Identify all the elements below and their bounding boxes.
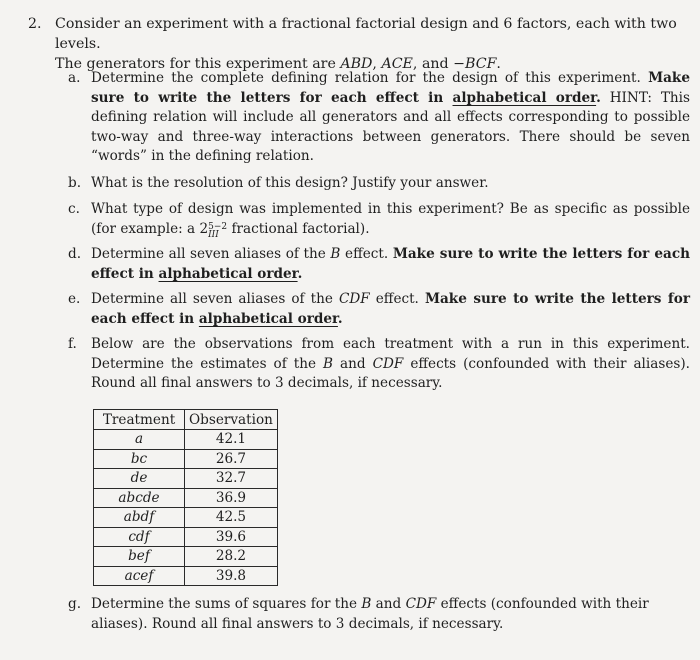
part-label: f. [68, 336, 77, 352]
table-row [94, 488, 278, 508]
part-label: c. [68, 201, 80, 217]
observation-cell: 36.9 [185, 488, 278, 508]
column-header: Treatment [94, 410, 185, 430]
treatment-cell: bef [94, 547, 185, 567]
stem-line2: The generators for this experiment are [55, 56, 341, 72]
table-row [94, 527, 278, 547]
treatment-cell: abdf [94, 508, 185, 528]
observation-cell: 26.7 [185, 449, 278, 469]
generator-1: ABD [340, 56, 373, 72]
observation-cell: 42.1 [185, 430, 278, 450]
table-row [94, 566, 278, 586]
generator-3: −BCF [453, 56, 497, 72]
table-row [94, 469, 278, 489]
part-label: e. [68, 291, 81, 307]
part-b: b. What is the resolution of this design? Justify your answer. [68, 174, 690, 194]
question-2-stem: 2. Consider an experiment with a fractional factorial design and 6 factors, each with two levels. The generators for this experiment are ABD, ACE, and −BCF. [28, 16, 677, 72]
treatment-cell: abcde [94, 488, 185, 508]
observation-cell: 39.8 [185, 566, 278, 586]
part-label: d. [68, 246, 82, 262]
observation-cell: 28.2 [185, 547, 278, 567]
table-row [94, 430, 278, 450]
part-label: b. [68, 175, 82, 191]
part-label: a. [68, 70, 81, 86]
table-row [94, 508, 278, 528]
generator-2: ACE [381, 56, 413, 72]
observation-cell: 32.7 [185, 469, 278, 489]
part-a: a. Determine the complete defining relation for the design of this experiment. Make sure to write the letters for each effect in alphabetical order. HINT: This defining relation will include all generators and all effects corresponding to possible two-way and three-way interactions between generators. There should be seven “words” in the defining relation. [68, 70, 690, 164]
observation-cell: 39.6 [185, 527, 278, 547]
table-header-row [94, 410, 278, 430]
design-subscript: III [208, 229, 219, 240]
question-number: 2. [28, 16, 42, 32]
part-c: c. What type of design was implemented in this experiment? Be as specific as possible (for example: a 2 5−2 III fractional factorial). [68, 201, 690, 240]
treatment-cell: cdf [94, 527, 185, 547]
design-superscript: 5−2 [208, 221, 228, 232]
observations-table [93, 409, 278, 586]
part-g: g. Determine the sums of squares for the B and CDF effects (confounded with their aliases). Round all final answers to 3 decimals, if necessary. [68, 596, 649, 632]
treatment-cell: bc [94, 449, 185, 469]
table-row [94, 547, 278, 567]
treatment-cell: a [94, 430, 185, 450]
treatment-cell: acef [94, 566, 185, 586]
observation-cell: 42.5 [185, 508, 278, 528]
part-e: e. Determine all seven aliases of the CDF effect. Make sure to write the letters for each effect in alphabetical order. [68, 291, 690, 327]
treatment-cell: de [94, 469, 185, 489]
part-f: f. Below are the observations from each treatment with a run in this experiment. Determine the estimates of the B and CDF effects (confounded with their aliases). Round all final answers to 3 decimals, if necessary. [68, 336, 690, 391]
column-header: Observation [185, 410, 278, 430]
part-label: g. [68, 596, 82, 612]
table-row [94, 449, 278, 469]
stem-line1: Consider an experiment with a fractional factorial design and 6 factors, each with two levels. [55, 16, 677, 52]
part-d: d. Determine all seven aliases of the B effect. Make sure to write the letters for each effect in alphabetical order. [68, 246, 690, 282]
